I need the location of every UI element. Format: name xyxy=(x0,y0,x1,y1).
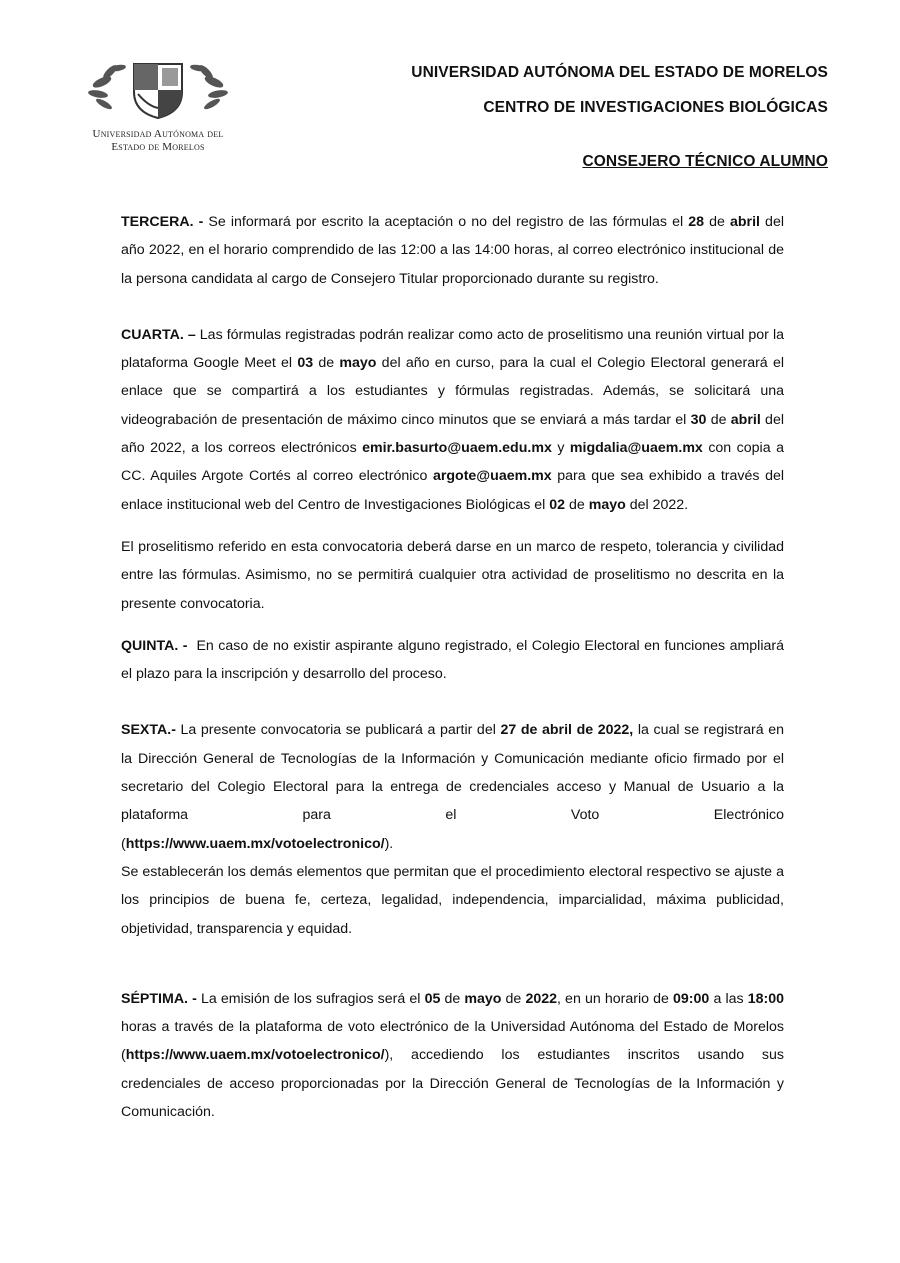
email-link[interactable]: migdalia@uaem.mx xyxy=(569,440,703,457)
logo-caption-line1: Universidad Autónoma del xyxy=(92,128,224,140)
clause-septima: SÉPTIMA. - La emisión de los sufragios será el 05 de mayo de 2022, en un horario de 09:00 a las 18:00 horas a través de la plataforma de voto electrónico de la Universidad Autónoma del Estado de Morelos (https://www.uaem.mx/votoelectronico/), accediendo los estudiantes inscritos usando sus credenciales de acceso proporcionadas por la Dirección General de Tecnologías de la Información y Comunicación. xyxy=(121,990,784,1121)
voto-electronico-link[interactable]: https://www.uaem.mx/votoelectronico/ xyxy=(125,1047,385,1064)
clause-label: SEXTA.- xyxy=(121,722,176,739)
council-title: CONSEJERO TÉCNICO ALUMNO xyxy=(582,153,828,170)
clause-label: CUARTA. – xyxy=(121,326,196,343)
clause-label: SÉPTIMA. - xyxy=(121,990,197,1007)
clause-quinta: QUINTA. - En caso de no existir aspirante alguno registrado, el Colegio Electoral en funciones ampliará el plazo para la inscripción y desarrollo del proceso. xyxy=(121,637,788,683)
university-crest-icon xyxy=(88,60,228,120)
document-body xyxy=(121,208,788,1126)
voto-electronico-link[interactable]: https://www.uaem.mx/votoelectronico/ xyxy=(125,835,385,852)
clause-label: TERCERA. - xyxy=(121,214,204,230)
email-link[interactable]: emir.basurto@uaem.edu.mx xyxy=(362,440,552,457)
university-title: UNIVERSIDAD AUTÓNOMA DEL ESTADO DE MORELOS xyxy=(411,64,828,81)
sexta-principles-paragraph: Se establecerán los demás elementos que permitan que el procedimiento electoral respectivo se ajuste a los principios de buena fe, certeza, legalidad, independencia, imparcialidad, máxima publicidad, objetividad, transparencia y equidad. xyxy=(121,863,784,937)
clause-tercera: TERCERA. - Se informará por escrito la aceptación o no del registro de las fórmulas el 28 de abril del año 2022, en el horario comprendido de las 12:00 a las 14:00 horas, al correo electrónico institucional de la persona candidata al cargo de Consejero Titular proporcionado durante su registro. xyxy=(121,214,784,287)
university-logo xyxy=(84,60,232,154)
clause-label: QUINTA. - xyxy=(121,637,188,654)
logo-caption xyxy=(84,128,232,154)
clause-sexta: SEXTA.- La presente convocatoria se publicará a partir del 27 de abril de 2022, la cual se registrará en la Dirección General de Tecnologías de la Información y Comunicación mediante oficio firmado por el secretario del Colegio Electoral para la entrega de credenciales acceso y Manual de Usuario a la plataforma para el Voto Electrónico xyxy=(121,722,784,824)
proselitismo-paragraph: El proselitismo referido en esta convocatoria deberá darse en un marco de respeto, tolerancia y civilidad entre las fórmulas. Asimismo, no se permitirá cualquier otra actividad de proselitismo no descrita en la presente convocatoria. xyxy=(121,538,784,612)
sexta-url-line: (https://www.uaem.mx/votoelectronico/). xyxy=(121,835,394,852)
logo-caption-line2: Estado de Morelos xyxy=(111,141,205,153)
clause-cuarta: CUARTA. – Las fórmulas registradas podrán realizar como acto de proselitismo una reunión virtual por la plataforma Google Meet el 03 de mayo del año en curso, para la cual el Colegio Electoral generará el enlace que se compartirá a los estudiantes y fórmulas registradas. Además, se solicitará una videograbación de presentación de máximo cinco minutos que se enviará a más tardar el 30 de abril del año 2022, a los correos electrónicos emir.basurto@uaem.edu.mx y migdalia@uaem.mx con copia a CC. Aquiles Argote Cortés al correo electrónico argote@uaem.mx para que sea exhibido a través del enlace institucional web del Centro de Investigaciones Biológicas el 02 de mayo del 2022. xyxy=(121,326,784,513)
center-title: CENTRO DE INVESTIGACIONES BIOLÓGICAS xyxy=(483,99,828,116)
email-link[interactable]: argote@uaem.mx xyxy=(432,468,552,485)
